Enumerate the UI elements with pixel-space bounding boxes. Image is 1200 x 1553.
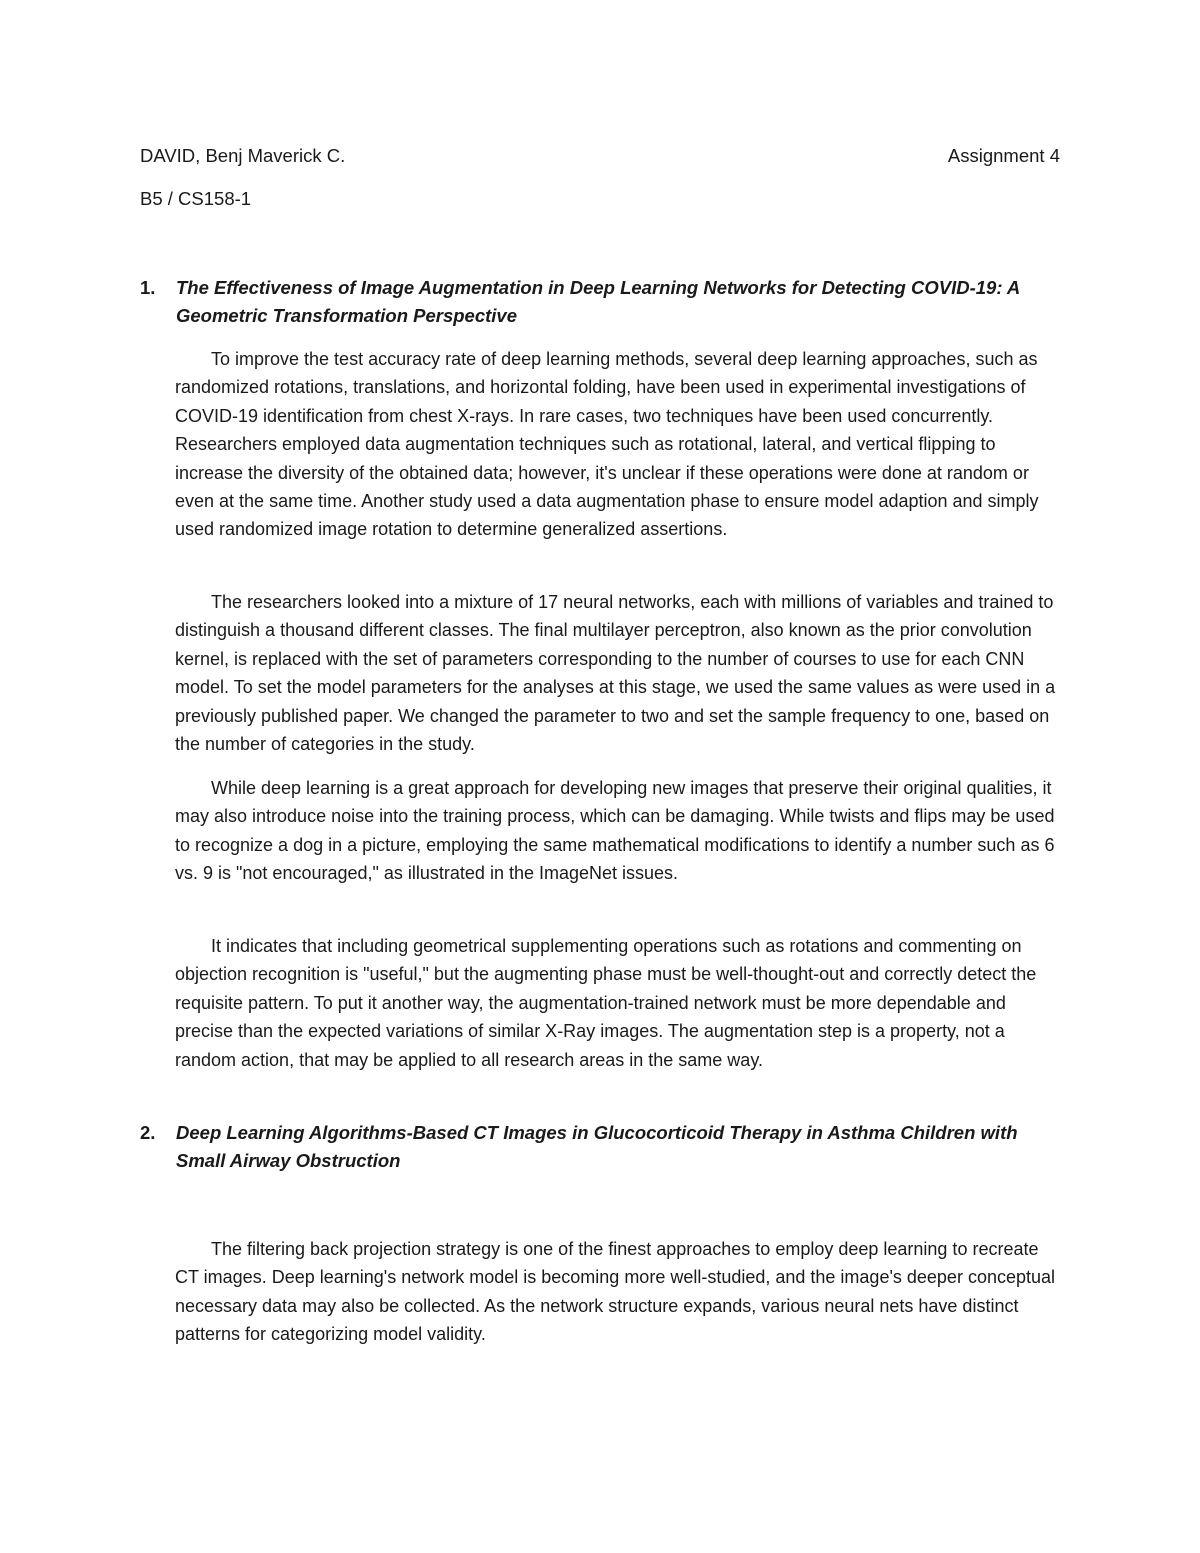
item-1-paragraph-3: While deep learning is a great approach for developing new images that preserve their original qualities, it may also introduce noise into the training process, which can be damaging. While twists and flips may be used to recognize a dog in a picture, employing the same mathematical modifications to identify a number such as 6 vs. 9 is "not encouraged," as illustrated in the ImageNet issues. [175,778,1055,884]
item-1-paragraph-4: It indicates that including geometrical supplementing operations such as rotations and commenting on objection recognition is "useful," but the augmenting phase must be well-thought-out and correctly detect the requisite pattern. To put it another way, the augmentation-trained network must be more dependable and precise than the expected variations of similar X-Ray images. The augmentation step is a property, not a random action, that may be applied to all research areas in the same way. [175,936,1037,1070]
item-2-heading-block [140,1119,1060,1176]
item-2-title: Deep Learning Algorithms-Based CT Images in Glucocorticoid Therapy in Asthma Children with Small Airway Obstruction [176,1122,1018,1172]
item-2-heading [140,1119,1060,1176]
item-2-number: 2. [140,1122,156,1143]
item-1-heading [140,274,1060,331]
assignment-label: Assignment 4 [947,145,1060,166]
item-1-title: The Effectiveness of Image Augmentation in Deep Learning Networks for Detecting COVID-19: A Geometric Transformation Perspective [176,277,1020,327]
item-1-heading-block [140,274,1060,331]
item-1-number: 1. [140,277,156,298]
item-2-paragraph-1: The filtering back projection strategy is one of the finest approaches to employ deep learning to recreate CT images. Deep learning's network model is becoming more well-studied, and the image's deeper conceptual necessary data may also be collected. As the network structure expands, various neural nets have distinct patterns for categorizing model validity. [175,1239,1056,1345]
header-row [140,142,1060,170]
item-1-paragraph-2: The researchers looked into a mixture of 17 neural networks, each with millions of variables and trained to distinguish a thousand different classes. The final multilayer perceptron, also known as the prior convolution kernel, is replaced with the set of parameters corresponding to the number of courses to use for each CNN model. To set the model parameters for the analyses at this stage, we used the same values as were used in a previously published paper. We changed the parameter to two and set the sample frequency to one, based on the number of categories in the study. [175,592,1056,755]
author-name: DAVID, Benj Maverick C. [140,145,346,166]
item-1-paragraph-1: To improve the test accuracy rate of deep learning methods, several deep learning approaches, such as randomized rotations, translations, and horizontal folding, have been used in experimental investigations of COVID-19 identification from chest X-rays. In rare cases, two techniques have been used concurrently. Researchers employed data augmentation techniques such as rotational, lateral, and vertical flipping to increase the diversity of the obtained data; however, it's unclear if these operations were done at random or even at the same time. Another study used a data augmentation phase to ensure model adaption and simply used randomized image rotation to determine generalized assertions. [175,349,1039,540]
course-section: B5 / CS158-1 [140,188,252,209]
